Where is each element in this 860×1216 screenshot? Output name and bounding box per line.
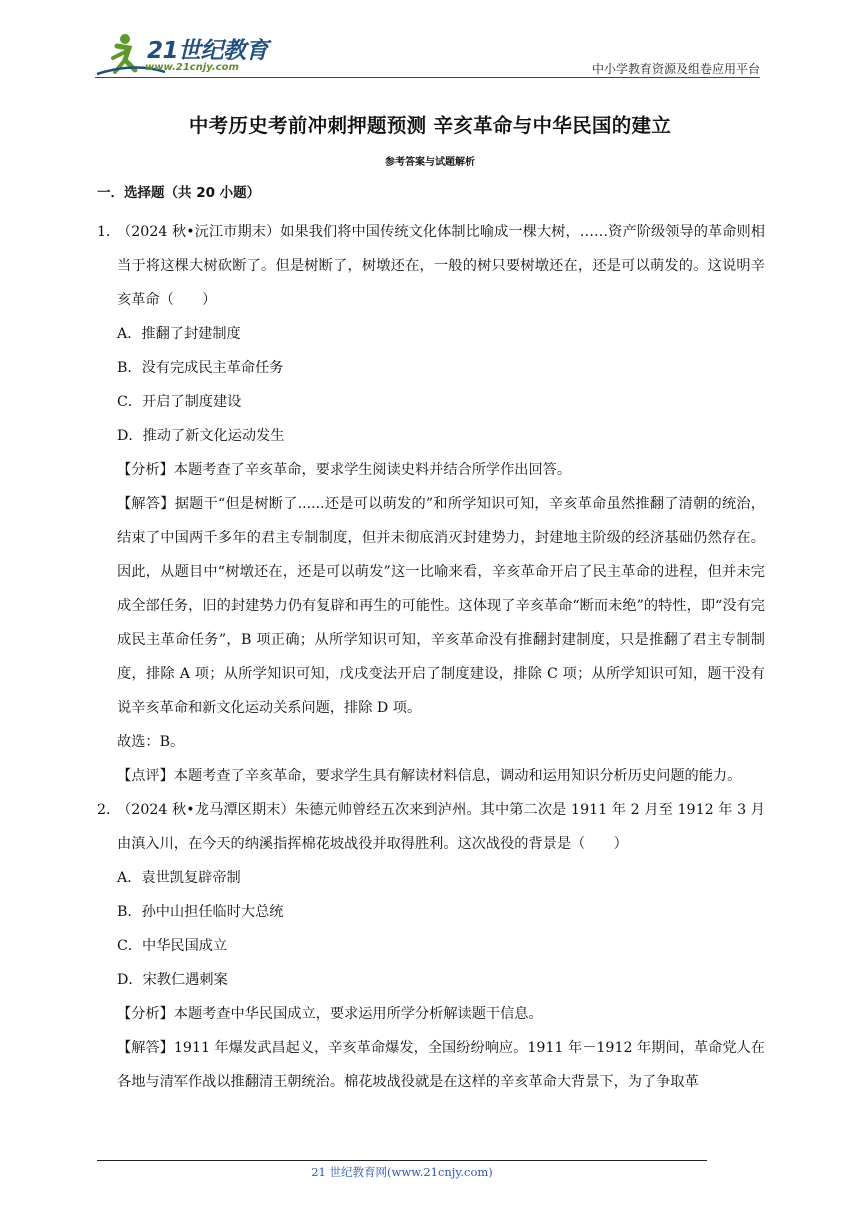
footer-divider: [97, 1160, 707, 1161]
logo-text: 21世纪教育: [147, 38, 269, 64]
comment: [97, 759, 765, 793]
question-2: [97, 793, 765, 1099]
page-title: 中考历史考前冲刺押题预测 辛亥革命与中华民国的建立: [188, 114, 672, 137]
analysis-tag: 【分析】: [117, 462, 174, 478]
option-d: D．宋教仁遇刺案: [117, 972, 228, 988]
question-number: 1．: [97, 224, 121, 240]
analysis: [97, 453, 765, 487]
question-text: （2024 秋•沅江市期末）如果我们将中国传统文化体制比喻成一棵大树，……资产阶级领导的革命则相当于将这棵大树砍断了。但是树断了，树墩还在，一般的树只要树墩还在，还是可以萌发的。这说明辛亥革命（ ）: [117, 224, 765, 308]
analysis-tag: 【分析】: [117, 1006, 174, 1022]
header-divider: [95, 77, 760, 78]
platform-label: 中小学教育资源及组卷应用平台: [591, 62, 760, 76]
answer: [97, 487, 765, 725]
analysis: [97, 997, 765, 1031]
question-text: （2024 秋•龙马潭区期末）朱德元帅曾经五次来到泸州。其中第二次是 1911 年 2 月至 1912 年 3 月由滇入川，在今天的纳溪指挥棉花坡战役并取得胜利。这次战役的背景是（ ）: [117, 802, 765, 852]
question-stem: [97, 793, 765, 861]
question-1: [97, 215, 765, 793]
option-d: D．推动了新文化运动发生: [117, 428, 285, 444]
answer-text: 据题干“但是树断了......还是可以萌发的”和所学知识可知，辛亥革命虽然推翻了清朝的统治，结束了中国两千多年的君主专制制度，但并未彻底消灭封建势力，封建地主阶级的经济基础仍然存在。因此，从题目中“树墩还在，还是可以萌发”这一比喻来看，辛亥革命开启了民主革命的进程，但并未完成全部任务，旧的封建势力仍有复辟和再生的可能性。这体现了辛亥革命“断而未绝”的特性，即“没有完成民主革命任务”，B 项正确；从所学知识可知，辛亥革命没有推翻封建制度，只是推翻了君主专制制度，排除 A 项；从所学知识可知，戊戌变法开启了制度建设，排除 C 项；从所学知识可知，题干没有说辛亥革命和新文化运动关系问题，排除 D 项。: [117, 496, 765, 716]
comment-tag: 【点评】: [117, 768, 174, 784]
analysis-text: 本题考查了辛亥革命，要求学生阅读史料并结合所学作出回答。: [173, 462, 572, 478]
final-choice: 故选：B。: [117, 734, 185, 750]
option-b: B．没有完成民主革命任务: [117, 360, 284, 376]
comment-text: 本题考查了辛亥革命，要求学生具有解读材料信息，调动和运用知识分析历史问题的能力。: [173, 768, 742, 784]
page-header: [95, 30, 760, 78]
option-c: C．中华民国成立: [117, 938, 228, 954]
answer-text: 1911 年爆发武昌起义，辛亥革命爆发，全国纷纷响应。1911 年－1912 年期间，革命党人在各地与清军作战以推翻清王朝统治。棉花坡战役就是在这样的辛亥革命大背景下，为了争取革: [117, 1040, 765, 1090]
option-b: B．孙中山担任临时大总统: [117, 904, 284, 920]
section-heading: 一．选择题（共 20 小题）: [97, 185, 261, 201]
option-c: C．开启了制度建设: [117, 394, 242, 410]
option-a: A．袁世凯复辟帝制: [117, 870, 241, 886]
question-stem: [97, 215, 765, 317]
analysis-text: 本题考查中华民国成立，要求运用所学分析解读题干信息。: [173, 1006, 543, 1022]
question-number: 2．: [97, 802, 121, 818]
option-a: A．推翻了封建制度: [117, 326, 241, 342]
answer: [97, 1031, 765, 1099]
logo-url: www.21cnjy.com: [145, 62, 239, 73]
document-body: [97, 182, 765, 1099]
answer-tag: 【解答】: [117, 1040, 174, 1056]
answer-tag: 【解答】: [117, 496, 175, 512]
footer-link[interactable]: 21 世纪教育网(www.21cnjy.com): [311, 1165, 493, 1179]
page-subtitle: 参考答案与试题解析: [385, 157, 475, 168]
